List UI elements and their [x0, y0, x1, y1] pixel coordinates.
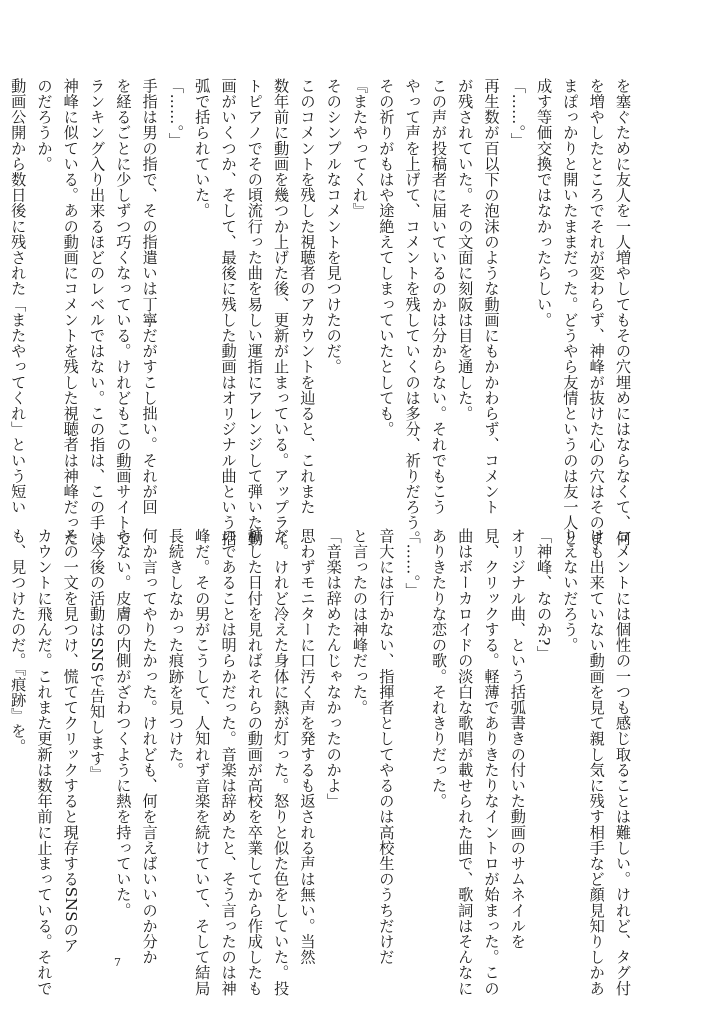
text-line: 画がいくつか、そして、最後に残した動画はオリジナル曲という括	[219, 78, 238, 546]
text-line: 曲はボーカロイドの淡白な歌唱が載せられた曲で、歌詞はそんなに	[456, 528, 475, 996]
text-line: まぽっかりと開いたままだった。どうやら友情というのは友一人と	[561, 78, 580, 546]
text-line: 何か言ってやりたかった。けれども、何を言えばいいのか分か	[140, 528, 159, 965]
text-line: も、見つけたのだ。『痕跡』を。	[9, 528, 28, 755]
text-line: 「……。」	[508, 78, 527, 149]
text-line: を経るごとに少しずつ巧くなっている。けれどもこの動画サイトで	[114, 78, 133, 546]
text-line: 長続きしなかった痕跡を見つけた。	[166, 528, 185, 778]
text-line: 再生数が百以下の泡沫のような動画にもかかわらず、コメント	[482, 78, 501, 515]
text-line: オリジナル曲、という括弧書きの付いた動画のサムネイルを	[508, 528, 527, 950]
text-line: 「……。」	[166, 78, 185, 149]
text-line: 峰だ。その男がこうして、人知れず音楽を続けていて、そして結局	[193, 528, 212, 996]
text-line: だ。けれど冷えた身体に熱が灯った。怒りと似た色をしていた。投	[272, 528, 291, 996]
text-line: 稿した日付を見ればそれらの動画が高校を卒業してから作成したも	[245, 528, 264, 996]
text-line: その祈りがもはや途絶えてしまっていたとしても。	[377, 78, 396, 437]
text-line: このコメントを残した視聴者のアカウントを辿ると、これまた	[298, 78, 317, 515]
text-line: 思わずモニターに口汚く声を発するも返される声は無い。当然	[298, 528, 317, 965]
text-line: 見、クリックする。軽薄でありきたりなイントロが始まった。この	[482, 528, 501, 996]
text-block-bottom	[9, 528, 636, 996]
text-line: を増やしたところでそれが変わらず、神峰が抜けた心の穴はそのま	[587, 78, 606, 546]
text-line	[0, 528, 5, 928]
text-line: カウントに飛んだ。これまた更新は数年前に止まっている。それで	[35, 528, 54, 996]
text-line: 「音楽は辞めたんじゃなかったのかよ」	[324, 528, 343, 809]
text-line: のであることは明らかだった。音楽は辞めたと、そう言ったのは神	[219, 528, 238, 996]
text-line: を塞ぐために友人を一人増やしてもその穴埋めにはならなくて、何	[614, 78, 632, 546]
text-line: 手指は男の指で、その指遣いは丁寧だがすこし拙い。それが回	[140, 78, 159, 515]
text-line: 「……。」	[403, 528, 422, 599]
text-line: ありきたりな恋の歌。それきりだった。	[429, 528, 448, 809]
text-line: コメントには個性の一つも感じ取ることは難しい。けれど、タグ付	[614, 528, 632, 996]
text-line: 神峰に似ている。あの動画にコメントを残した視聴者は神峰だった	[61, 78, 80, 546]
text-line: と言ったのは神峰だった。	[351, 528, 370, 716]
text-line: 成す等価交換ではなかったらしい。	[535, 78, 554, 328]
text-block-top	[9, 78, 636, 546]
text-line: ランキング入り出来るほどのレベルではない。この指は、この手は	[88, 78, 107, 546]
text-line: りえないだろう。	[561, 528, 580, 653]
text-line: その一文を見つけ、慌ててクリックすると現存するSNSのア	[61, 528, 80, 954]
text-line: 「神峰、なのか?」	[535, 528, 554, 662]
text-line: この声が投稿者に届いているのかは分からない。それでもこう	[429, 78, 448, 515]
text-line: けも出来ていない動画を見て親し気に残す相手など顔見知りしかあ	[587, 528, 606, 996]
text-line: そのシンプルなコメントを見つけたのだ。	[324, 78, 343, 375]
text-line: 『今後の活動はSNSで告知します』	[88, 528, 107, 782]
text-line: 『またやってくれ』	[351, 78, 370, 219]
text-line: らない。皮膚の内側がざわつくように熱を持っていた。	[114, 528, 133, 918]
text-line: 弧で括られていた。	[193, 78, 212, 219]
text-line: やって声を上げて、コメントを残していくのは多分、祈りだろう。	[403, 78, 422, 546]
text-line: のだろうか。	[35, 78, 54, 172]
page-number: 7	[114, 956, 121, 969]
text-line: が残されていた。その文面に刻阪は目を通した。	[456, 78, 475, 422]
text-line: トピアノでその頃流行った曲を易しい運指にアレンジして弾いた動	[245, 78, 264, 546]
text-line: 音大には行かない、指揮者としてやるのは高校生のうちだけだ	[377, 528, 396, 965]
text-line: 動画公開から数日後に残された「またやってくれ」という短い	[9, 78, 28, 515]
text-line: 数年前に動画を幾つか上げた後、更新が止まっている。アップライ	[272, 78, 291, 546]
